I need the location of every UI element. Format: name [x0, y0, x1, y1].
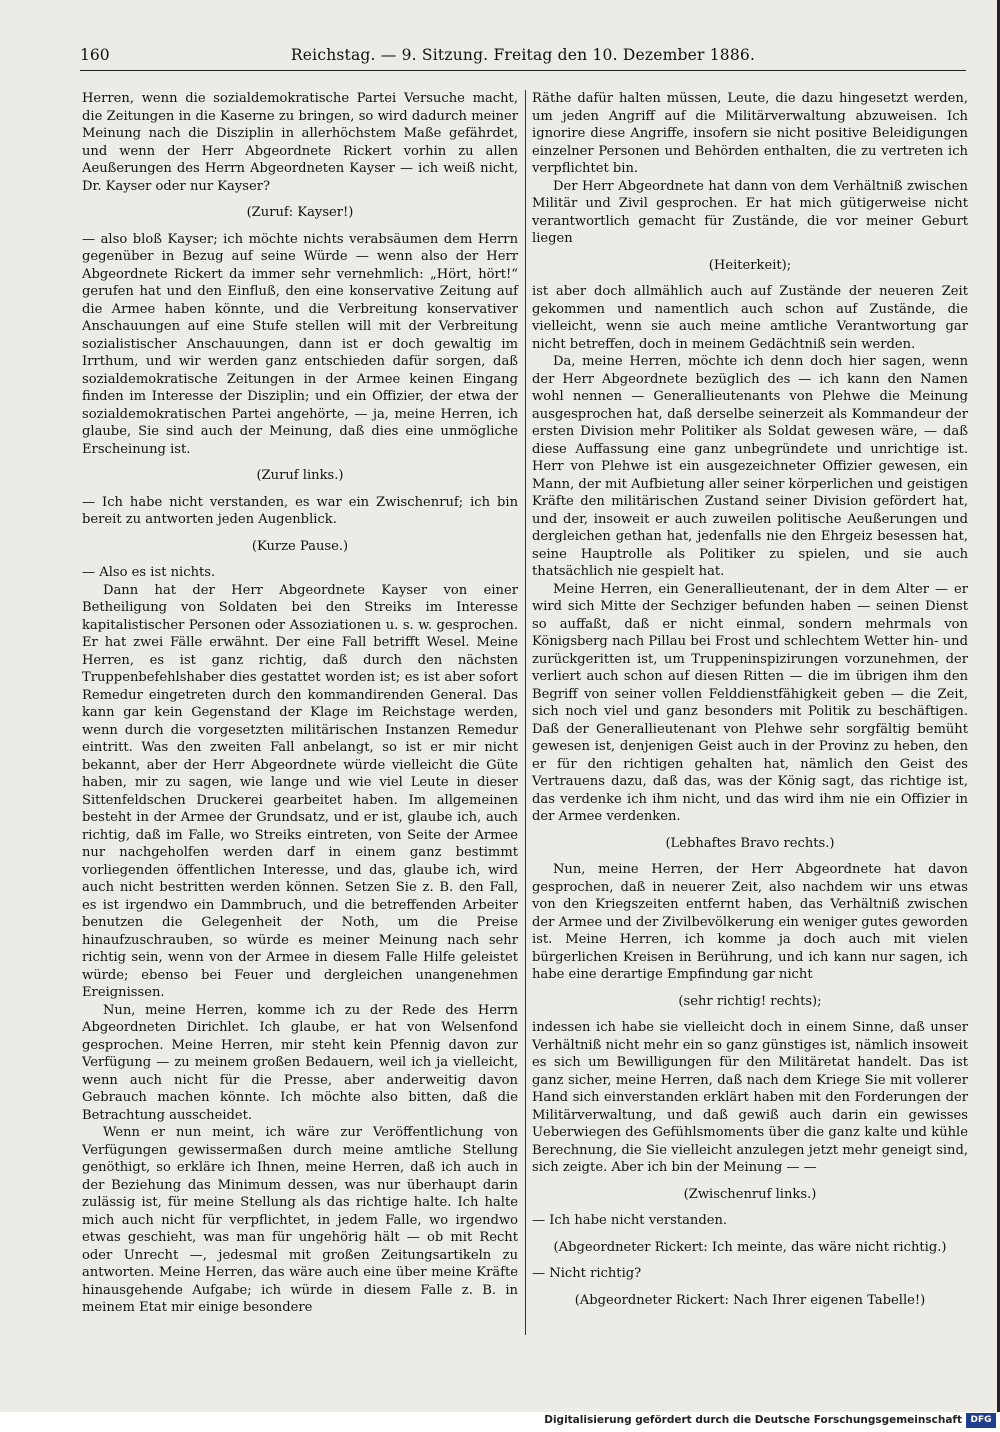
interjection: (sehr richtig! rechts); [678, 993, 822, 1009]
interjection: (Abgeordneter Rickert: Nach Ihrer eigenen Tabelle!) [574, 1292, 926, 1308]
page-number: 160 [80, 46, 110, 64]
paragraph: — Ich habe nicht verstanden. [532, 1213, 728, 1228]
interjection: (Zuruf links.) [256, 468, 344, 483]
interjection: (Heiterkeit); [708, 257, 792, 273]
paragraph: Nun, meine Herren, komme ich zu der Rede des Herrn Abgeordneten Dirichlet. Ich glaube, er hat von Welsenfond gesprochen. Meine Herren, mir steht kein Pfennig davon zur Verfügung — zu meinem großen Bedauern, weil ich ja vielleicht, wenn auch nicht für die Presse, aber anderweitig davon Gebrauch machen könnte. Ich möchte also bitten, daß die Betrachtung ausscheidet. [82, 1002, 518, 1123]
dfg-logo: DFG [966, 1413, 996, 1428]
paragraph: — Also es ist nichts. [82, 565, 216, 580]
interjection: (Abgeordneter Rickert: Ich meinte, das wäre nicht richtig.) [553, 1239, 947, 1255]
paragraph: — Nicht richtig? [532, 1266, 642, 1281]
paragraph: Nun, meine Herren, der Herr Abgeordnete hat davon gesprochen, daß in neuerer Zeit, also nachdem wir uns etwas von den Kriegszeiten entfernt haben, das Verhältniß zwischen der Armee und der Zivilbevölkerung ein weniger gutes geworden ist. Meine Herren, ich komme ja doch auch mit vielen bürgerlichen Kreisen in Berührung, und ich kann nur sagen, ich habe eine derartige Empfindung gar nicht [532, 862, 968, 982]
paragraph: — Ich habe nicht verstanden, es war ein Zwischenruf; ich bin bereit zu antworten jeden Augenblick. [82, 494, 518, 527]
left-column [82, 90, 518, 1317]
paragraph: Herren, wenn die sozialdemokratische Partei Versuche macht, die Zeitungen in die Kaserne zu bringen, so wird dadurch meiner Meinung nach die Disziplin in allerhöchstem Maße gefährdet, und wenn der Herr Abgeordnete Rickert vorhin zu allen Aeußerungen des Herrn Abgeordneten Kayser — ich weiß nicht, Dr. Kayser oder nur Kayser? [82, 91, 518, 194]
paragraph: Der Herr Abgeordnete hat dann von dem Verhältniß zwischen Militär und Zivil gesprochen. Er hat mich gütigerweise nicht verantwortlich gemacht für Zustände, die vor meiner Geburt liegen [532, 178, 968, 246]
page-header [80, 46, 966, 68]
footer-credit: Digitalisierung gefördert durch die Deutsche Forschungsgemeinschaft [544, 1414, 962, 1426]
interjection: (Zuruf: Kayser!) [246, 205, 354, 220]
interjection: (Kurze Pause.) [251, 538, 349, 554]
interjection: (Lebhaftes Bravo rechts.) [665, 835, 835, 851]
paragraph: indessen ich habe sie vielleicht doch in einem Sinne, daß unser Verhältniß nicht mehr ein so ganz günstiges ist, nämlich insoweit es sich um Bewilligungen für den Militäretat handelt. Das ist ganz sicher, meine Herren, daß nach dem Kriege Sie mit vollerer Hand sich einverstanden erklärt haben mit den Forderungen der Militärverwaltung, und daß gewiß auch darin ein gewisses Ueberwiegen des Gefühlsmoments über die ganz kalte und kühle Berechnung, die Sie vielleicht anzulegen jetzt mehr geneigt sind, sich zeigte. Aber ich bin der Meinung — — [532, 1020, 968, 1175]
right-column [532, 90, 968, 1318]
interjection: (Zwischenruf links.) [683, 1186, 817, 1202]
column-divider [525, 90, 526, 1335]
paragraph: Wenn er nun meint, ich wäre zur Veröffentlichung von Verfügungen gewissermaßen durch meine amtliche Stellung genöthigt, so erkläre ich Ihnen, meine Herren, daß ich auch in der Beziehung das Minimum dessen, was nur überhaupt darin zulässig ist, für meine Stellung als das richtige halte. Ich halte mich auch nicht für verpflichtet, in jedem Falle, wo irgendwo etwas geschieht, was man für ungehörig hält — ob mit Recht oder Unrecht —, jedesmal mit großen Zeitungsartikeln zu antworten. Meine Herren, das wäre auch eine über meine Kräfte hinausgehende Aufgabe; ich würde in diesem Falle z. B. in meinem Etat mir einige besondere [82, 1125, 518, 1315]
running-title: Reichstag. — 9. Sitzung. Freitag den 10. Dezember 1886. [290, 46, 756, 64]
paragraph: — also bloß Kayser; ich möchte nichts verabsäumen dem Herrn gegenüber in Bezug auf seine Würde — wenn also der Herr Abgeordnete Rickert da immer sehr vernehmlich: „Hört, hört!“ gerufen hat und den Einfluß, den eine konservative Zeitung auf die Armee haben könnte, und die Verbreitung konservativer Anschauungen auf eine Stufe stellen will mit der Verbreitung sozialistischer Anschauungen, dann ist er doch gewaltig im Irrthum, und wir werden ganz entschieden dafür sorgen, daß sozialdemokratische Zeitungen in der Armee keinen Eingang finden im Interesse der Disziplin; und ein Offizier, der etwa der sozialdemokratischen Partei angehörte, — ja, meine Herren, ich glaube, Sie sind auch der Meinung, daß dies eine unmögliche Erscheinung ist. [82, 231, 518, 457]
paragraph: ist aber doch allmählich auch auf Zustände der neueren Zeit gekommen und namentlich auch schon auf Zustände, die vielleicht, wenn sie auch meine amtliche Verantwortung gar nicht betreffen, doch in meinem Gedächtniß sein werden. [532, 284, 968, 352]
footer-bar [0, 1412, 1000, 1432]
paragraph: Da, meine Herren, möchte ich denn doch hier sagen, wenn der Herr Abgeordnete bezüglich des — ich kann den Namen wohl nennen — Generallieutenants von Plehwe die Meinung ausgesprochen hat, daß derselbe seinerzeit als Kommandeur der ersten Division mehr Politiker als Soldat gewesen wäre, — daß diese Auffassung eine ganz unbegründete und unrichtige ist. Herr von Plehwe ist ein ausgezeichneter Offizier gewesen, ein Mann, der mit Aufbietung aller seiner körperlichen und geistigen Kräfte den militärischen Zustand seiner Division gefördert hat, und der, insoweit er auch zuweilen politische Aeußerungen und dergleichen gethan hat, jedenfalls nie den Ehrgeiz besessen hat, seine Hauptrolle als Politiker zu spielen, und sie auch thatsächlich nie gespielt hat. [532, 354, 968, 579]
paragraph: Räthe dafür halten müssen, Leute, die dazu hingesetzt werden, um jeden Angriff auf die Militärverwaltung abzuweisen. Ich ignorire diese Angriffe, insofern sie nicht positive Beleidigungen einzelner Personen und Behörden enthalten, die zu vertreten ich verpflichtet bin. [532, 91, 968, 176]
header-rule [80, 70, 966, 71]
paragraph: Dann hat der Herr Abgeordnete Kayser von einer Betheiligung von Soldaten bei den Streiks im Interesse kapitalistischer Personen oder Assoziationen u. s. w. gesprochen. Er hat zwei Fälle erwähnt. Der eine Fall betrifft Wesel. Meine Herren, es ist ganz richtig, daß durch den nächsten Truppenbefehlshaber dies gestattet worden ist; es ist aber sofort Remedur eingetreten durch den kommandirenden General. Das kann gar kein Gegenstand der Klage im Reichstage werden, wenn durch die vorgesetzten militärischen Instanzen Remedur eintritt. Was den zweiten Fall anbelangt, so ist er mir nicht bekannt, aber der Herr Abgeordnete würde vielleicht die Güte haben, mir zu sagen, wie lange und wie viel Leute in dieser Sittenfeldschen Druckerei gearbeitet haben. Im allgemeinen besteht in der Armee der Grundsatz, und er ist, glaube ich, auch richtig, daß im Falle, wo Streiks eintreten, von Seite der Armee nur nachgeholfen werden darf in einem ganz bestimmt vorliegenden öffentlichen Interesse, und das, glaube ich, wird auch nicht bestritten werden können. Setzen Sie z. B. den Fall, es ist irgendwo ein Dammbruch, und die betreffenden Arbeiter benutzen die Gelegenheit der Noth, um die Preise hinaufzuschrauben, so würde es meiner Meinung nach sehr richtig sein, wenn von der Armee in diesem Falle Hilfe geleistet würde; ebenso bei Feuer und dergleichen unangenehmen Ereignissen. [82, 582, 518, 1000]
paragraph: Meine Herren, ein Generallieutenant, der in dem Alter — er wird sich Mitte der Sechziger befunden haben — seinen Dienst so auffaßt, daß er nicht einmal, sondern mehrmals von Königsberg nach Pillau bei Frost und schlechtem Wetter hin- und zurückgeritten ist, um Truppeninspizirungen vorzunehmen, der verliert auch schon auf diesen Ritten — die im übrigen ihm den Begriff von seiner vollen Felddienstfähigkeit geben — die Zeit, sich noch viel und ganz besonders mit Politik zu beschäftigen. Daß der Generallieutenant von Plehwe sehr sorgfältig bemüht gewesen ist, denjenigen Geist auch in der Provinz zu heben, den er für den richtigen gehalten hat, nämlich den Geist des Vertrauens dazu, daß das, was der König sagt, das richtige ist, das verdenke ich ihm nicht, und das wird ihm nie ein Offizier in der Armee verdenken. [532, 581, 968, 824]
